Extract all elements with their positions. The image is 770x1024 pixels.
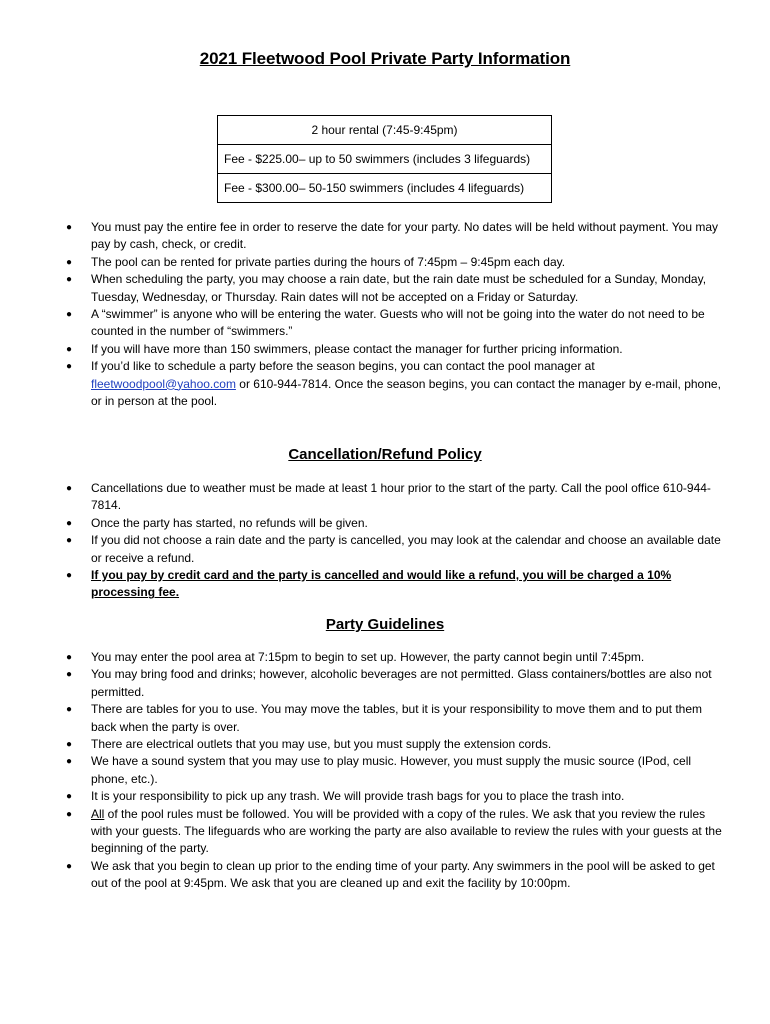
- bullet-icon: ●: [66, 535, 73, 547]
- list-item: ● You may enter the pool area at 7:15pm to begin to set up. However, the party cannot begin until 7:45pm.: [0, 649, 728, 666]
- bullet-icon: ●: [66, 860, 73, 872]
- list-item: ● Cancellations due to weather must be made at least 1 hour prior to the start of the party. Call the pool office 610-944-7814.: [66, 481, 711, 513]
- rental-hours-cell: 2 hour rental (7:45-9:45pm): [218, 116, 552, 145]
- bullet-icon: ●: [66, 222, 73, 233]
- bullet-icon: ●: [66, 808, 73, 820]
- cancellation-list: [0, 480, 728, 602]
- list-item: ● Once the party has started, no refunds will be given.: [0, 515, 728, 532]
- list-item: [0, 567, 728, 602]
- list-item: ● It is your responsibility to pick up any trash. We will provide trash bags for you to place the trash into.: [0, 788, 728, 805]
- list-item: ● We have a sound system that you may use to play music. However, you must supply the music source (IPod, cell phone, etc.).: [66, 754, 692, 786]
- bullet-icon: ●: [66, 309, 73, 321]
- guidelines-list: [0, 649, 728, 893]
- bullet-icon: ●: [66, 274, 73, 286]
- info-list: [0, 219, 728, 410]
- list-item: ● If you will have more than 150 swimmers, please contact the manager for further pricing information.: [0, 341, 728, 358]
- cancellation-heading: Cancellation/Refund Policy: [288, 446, 482, 463]
- list-item: ● You may bring food and drinks; however, alcoholic beverages are not permitted. Glass containers/bottles are also not permitted.: [66, 667, 712, 699]
- list-item: ● There are tables for you to use. You may move the tables, but it is your responsibility to move them and to put them back when the party is over.: [66, 702, 702, 734]
- bullet-icon: ●: [66, 652, 73, 663]
- email-link[interactable]: fleetwoodpool@yahoo.com: [91, 376, 236, 391]
- processing-fee-notice: If you pay by credit card and the party is cancelled and would like a refund, you will be charged a 10% processing fee.: [91, 568, 672, 600]
- list-item: ● You must pay the entire fee in order to reserve the date for your party. No dates will be held without payment. You may pay by cash, check, or credit.: [66, 220, 719, 252]
- table-row: [218, 116, 552, 145]
- bullet-icon: ●: [66, 256, 73, 268]
- fee-large-party-cell: Fee - $300.00– 50-150 swimmers (includes 4 lifeguards): [218, 174, 552, 203]
- list-item: ● All of the pool rules must be followed. You will be provided with a copy of the rules. We ask that you review the rules with your guests. The lifeguards who are working the party are also available to review the rules with your guests at the beginning of the party.: [66, 806, 722, 856]
- fee-table: [217, 115, 552, 203]
- bullet-icon: ●: [66, 704, 73, 716]
- document-title: 2021 Fleetwood Pool Private Party Information: [199, 49, 571, 68]
- bullet-icon: ●: [66, 361, 73, 373]
- list-item: ● The pool can be rented for private parties during the hours of 7:45pm – 9:45pm each day.: [0, 254, 728, 271]
- bullet-icon: ●: [66, 739, 73, 751]
- list-item: ● There are electrical outlets that you may use, but you must supply the extension cords.: [0, 736, 728, 753]
- bullet-icon: ●: [66, 669, 73, 681]
- fee-small-party-cell: Fee - $225.00– up to 50 swimmers (includes 3 lifeguards): [218, 145, 552, 174]
- bullet-icon: ●: [66, 343, 73, 355]
- bullet-icon: ●: [66, 791, 73, 803]
- bullet-icon: ●: [66, 517, 73, 529]
- table-row: [218, 145, 552, 174]
- bullet-icon: ●: [66, 483, 73, 494]
- list-item: ● If you’d like to schedule a party before the season begins, you can contact the pool manager at fleetwoodpool@yahoo.com or 610-944-7814. Once the season begins, you can contact the manager by e-mail, phone, or in person at the pool.: [66, 359, 721, 409]
- list-item: ● If you did not choose a rain date and the party is cancelled, you may look at the calendar and choose an available date or receive a refund.: [66, 533, 721, 565]
- list-item: ● A “swimmer” is anyone who will be entering the water. Guests who will not be going into the water do not need to be counted in the number of “swimmers.”: [66, 307, 705, 339]
- list-item: ● When scheduling the party, you may choose a rain date, but the rain date must be scheduled for a Sunday, Monday, Tuesday, Wednesday, or Thursday. Rain dates will not be accepted on a Friday or Saturday.: [66, 272, 707, 304]
- bullet-icon: ●: [66, 570, 73, 582]
- list-item: ● We ask that you begin to clean up prior to the ending time of your party. Any swimmers in the pool will be asked to get out of the pool at 9:45pm. We ask that you are cleaned up and exit the facility by 10:00pm.: [66, 858, 715, 891]
- guidelines-heading: Party Guidelines: [325, 616, 445, 633]
- table-row: [218, 174, 552, 203]
- bullet-icon: ●: [66, 756, 73, 768]
